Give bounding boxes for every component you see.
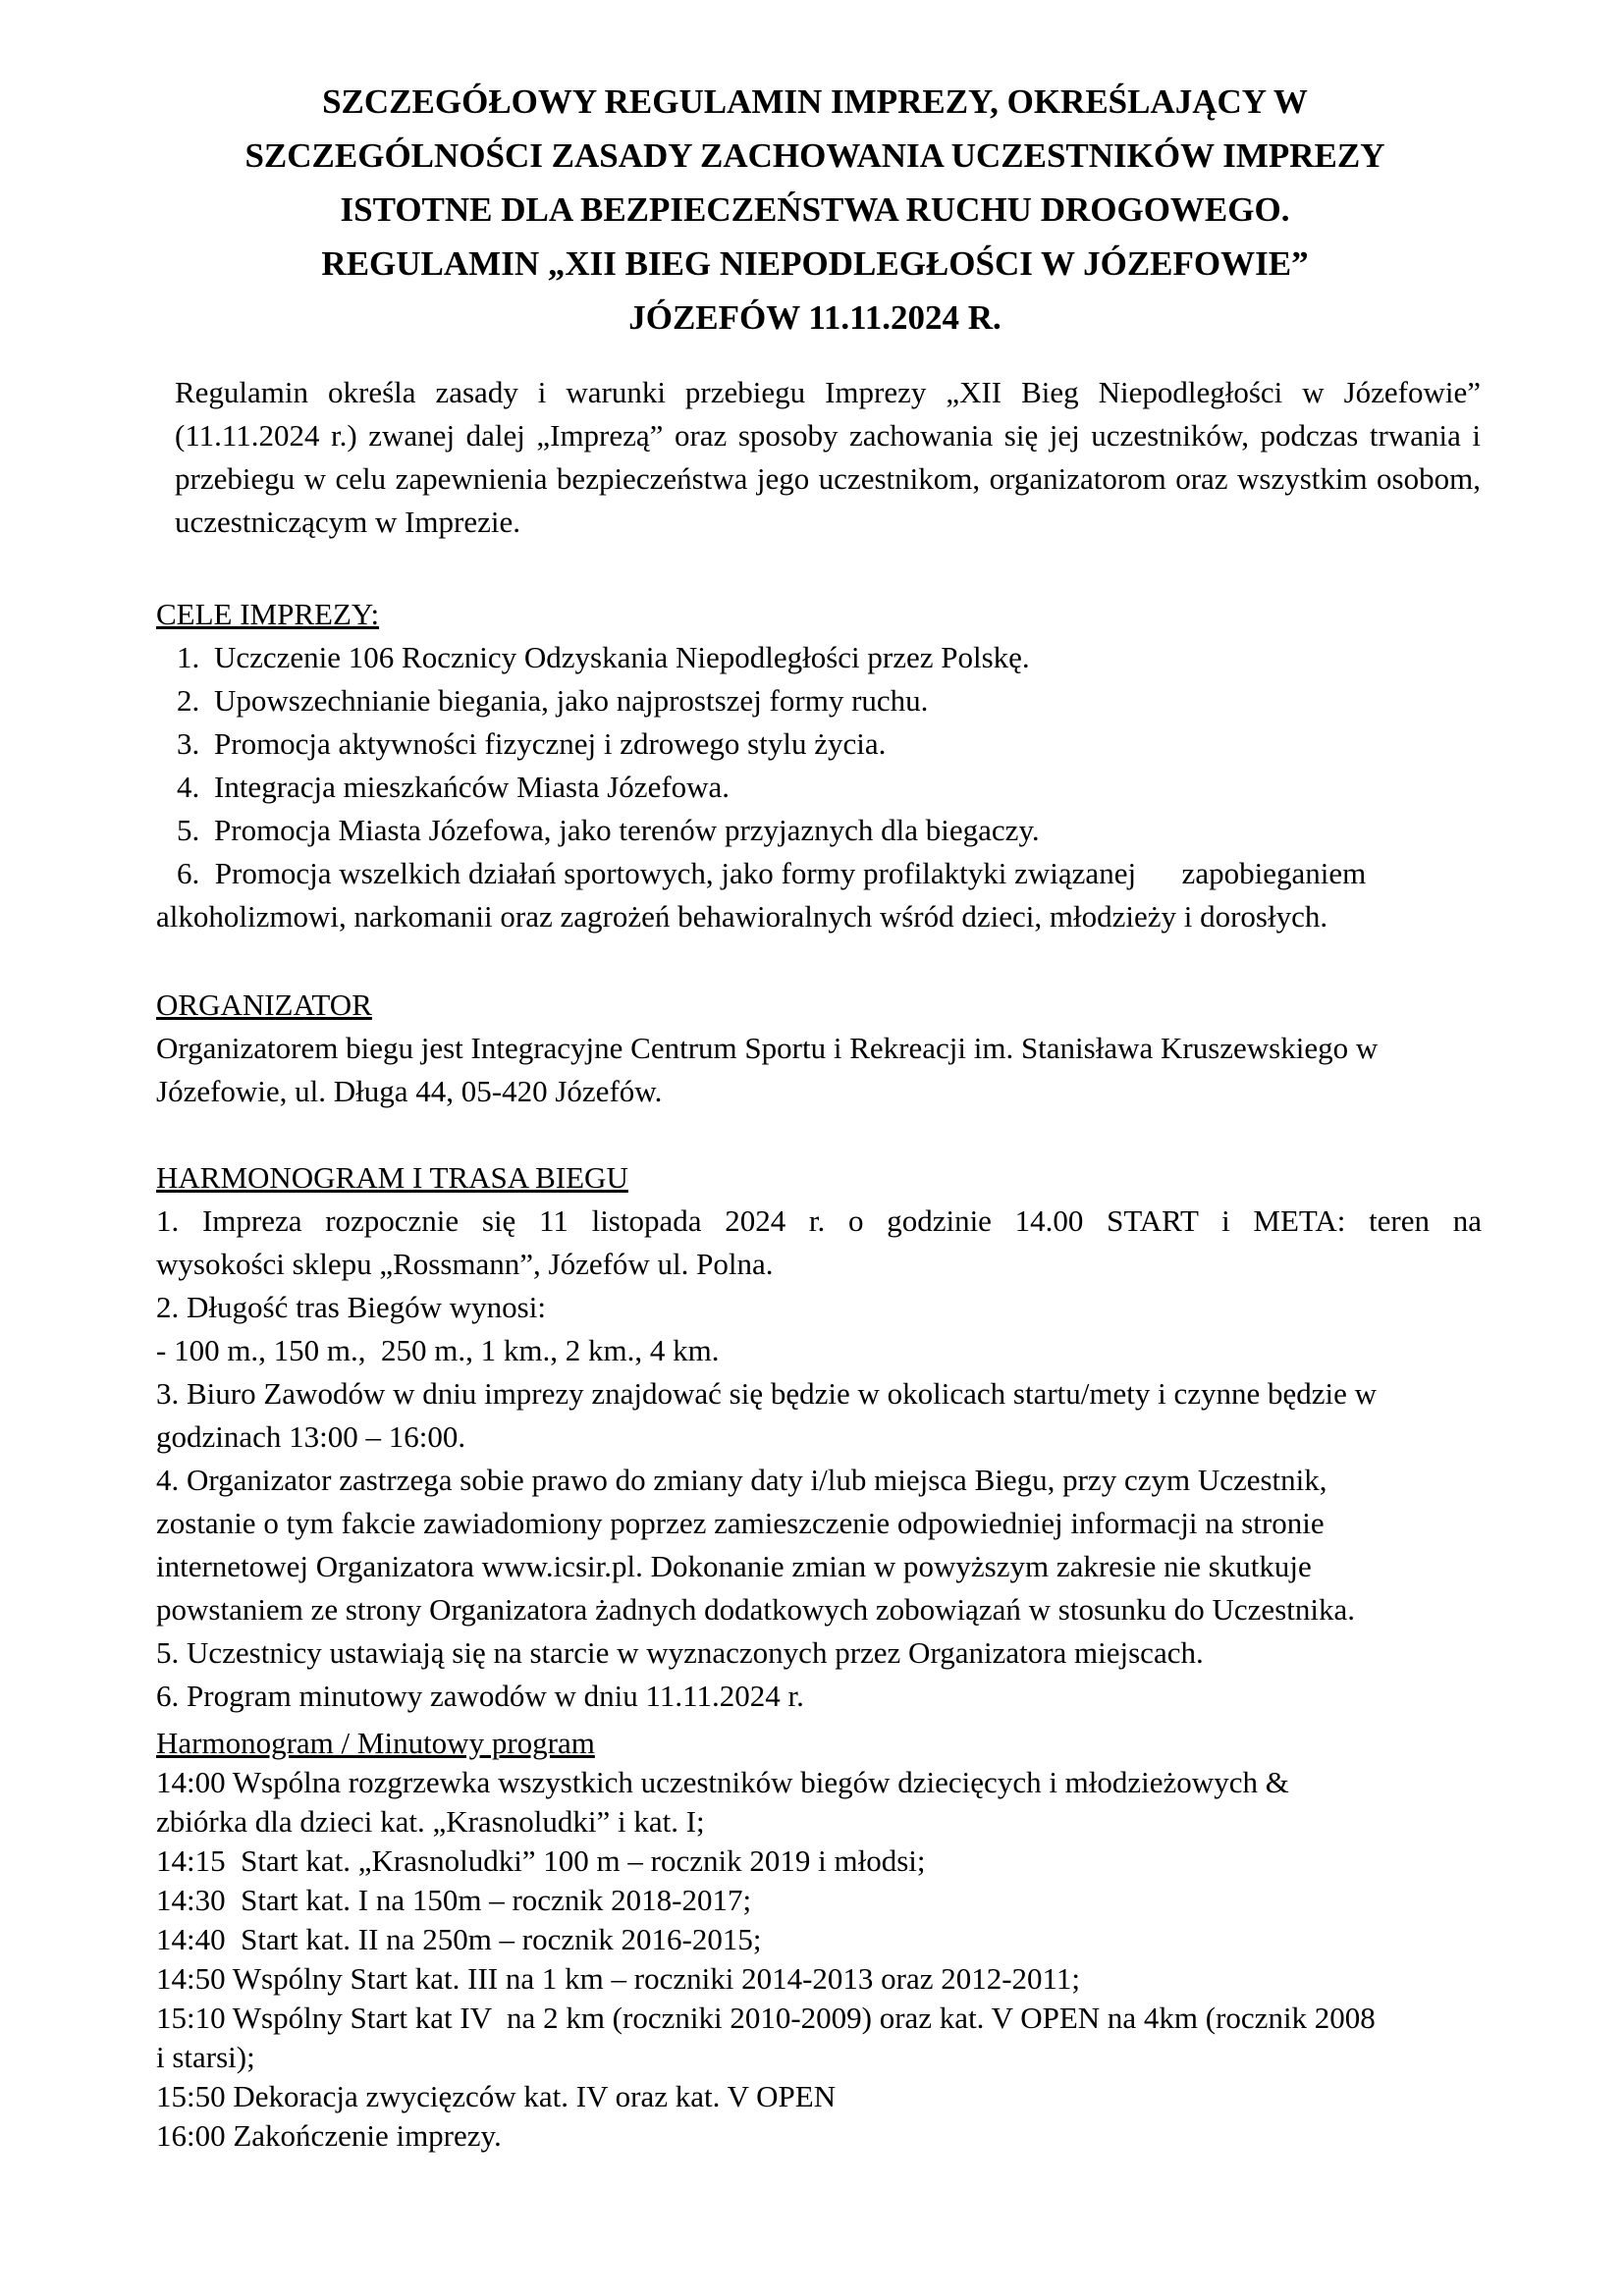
program-line: 14:30 Start kat. I na 150m – rocznik 2018-2017; — [156, 1883, 752, 1917]
harmonogram-p3-line-1: 3. Biuro Zawodów w dniu imprezy znajdować się będzie w okolicach startu/mety i czynne będzie w — [156, 1376, 1378, 1411]
program-line: 15:10 Wspólny Start kat IV na 2 km (roczniki 2010-2009) oraz kat. V OPEN na 4km (rocznik 2008 — [156, 2001, 1376, 2035]
program-line: 15:50 Dekoracja zwycięzców kat. IV oraz kat. V OPEN — [156, 2079, 837, 2113]
program-line: 14:50 Wspólny Start kat. III na 1 km – roczniki 2014-2013 oraz 2012-2011; — [156, 1961, 1081, 1996]
program-line: 14:40 Start kat. II na 250m – rocznik 2016-2015; — [156, 1922, 762, 1956]
list-item-6 — [156, 852, 1482, 938]
harmonogram-heading: HARMONOGRAM I TRASA BIEGU — [156, 1160, 628, 1195]
list-item-6-line-2: alkoholizmowi, narkomanii oraz zagrożeń behawioralnych wśród dzieci, młodzieży i dorosłych. — [156, 899, 1328, 934]
harmonogram-p1-line-1: 1. Impreza rozpocznie się 11 listopada 2024 r. o godzinie 14.00 START i META: teren na — [156, 1203, 1482, 1238]
program-heading: Harmonogram / Minutowy program — [156, 1726, 595, 1760]
organizator-line-1: Organizatorem biegu jest Integracyjne Centrum Sportu i Rekreacji im. Stanisława Kruszewskiego w — [156, 1031, 1379, 1065]
title-line-4: REGULAMIN „XII BIEG NIEPODLEGŁOŚCI W JÓZEFOWIE” — [321, 244, 1309, 283]
title-line-1: SZCZEGÓŁOWY REGULAMIN IMPREZY, OKREŚLAJĄCY W — [322, 82, 1308, 121]
harmonogram-p4-line-1: 4. Organizator zastrzega sobie prawo do zmiany daty i/lub miejsca Biegu, przy czym Uczestnik, — [156, 1463, 1327, 1497]
program-line: 16:00 Zakończenie imprezy. — [156, 2118, 502, 2153]
harmonogram-p4-line-2: zostanie o tym fakcie zawiadomiony poprzez zamieszczenie odpowiedniej informacji na stronie — [156, 1506, 1325, 1540]
list-item-number: 3. — [177, 726, 200, 761]
list-item-number: 2. — [177, 683, 200, 718]
program-line: zbiórka dla dzieci kat. „Krasnoludki” i kat. I; — [156, 1804, 705, 1839]
list-item-number: 1. — [177, 640, 200, 674]
list-item — [156, 766, 1482, 809]
cele-heading: CELE IMPREZY: — [156, 597, 380, 631]
list-item-text: Uczczenie 106 Rocznicy Odzyskania Niepodległości przez Polskę. — [214, 640, 1030, 674]
organizator-heading: ORGANIZATOR — [156, 988, 372, 1022]
program-line: 14:00 Wspólna rozgrzewka wszystkich uczestników biegów dziecięcych i młodzieżowych & — [156, 1765, 1289, 1799]
list-item — [156, 636, 1482, 679]
harmonogram-p2-line-1: 2. Długość tras Biegów wynosi: — [156, 1290, 546, 1324]
harmonogram-p4-line-3: internetowej Organizatora www.icsir.pl. Dokonanie zmian w powyższym zakresie nie skutkuje — [156, 1549, 1312, 1583]
list-item — [156, 722, 1482, 766]
list-item-text: Upowszechnianie biegania, jako najprostszej formy ruchu. — [214, 683, 929, 718]
program-section — [156, 1724, 1482, 2156]
list-item-number: 4. — [177, 770, 200, 804]
harmonogram-p6: 6. Program minutowy zawodów w dniu 11.11.2024 r. — [156, 1679, 804, 1713]
harmonogram-p1-line-2: wysokości sklepu „Rossmann”, Józefów ul. Polna. — [156, 1247, 774, 1281]
title-line-2: SZCZEGÓLNOŚCI ZASADY ZACHOWANIA UCZESTNIKÓW IMPREZY — [244, 136, 1385, 175]
harmonogram-p2-line-2: - 100 m., 150 m., 250 m., 1 km., 2 km., 4 km. — [156, 1333, 720, 1367]
harmonogram-p3-line-2: godzinach 13:00 – 16:00. — [156, 1419, 466, 1454]
list-item-text: Promocja Miasta Józefowa, jako terenów przyjaznych dla biegaczy. — [214, 813, 1040, 847]
organizator-line-2: Józefowie, ul. Długa 44, 05-420 Józefów. — [156, 1074, 663, 1108]
intro-paragraph: Regulamin określa zasady i warunki przebiegu Imprezy „XII Bieg Niepodległości w Józefowie” (11.11.2024 r.) zwanej dalej „Imprezą” oraz sposoby zachowania się jej uczestników, podczas trwania i przebiegu w celu zapewnienia bezpieczeństwa jego uczestnikom, organizatorom oraz wszystkim osobom, uczestniczącym w Imprezie. — [175, 375, 1481, 539]
program-line: i starsi); — [156, 2040, 255, 2074]
list-item — [156, 679, 1482, 722]
list-item-text: Promocja aktywności fizycznej i zdrowego stylu życia. — [214, 726, 887, 761]
title-line-3: ISTOTNE DLA BEZPIECZEŃSTWA RUCHU DROGOWEGO. — [340, 190, 1290, 229]
harmonogram-p5: 5. Uczestnicy ustawiają się na starcie w wyznaczonych przez Organizatora miejscach. — [156, 1635, 1204, 1670]
organizator-section — [156, 984, 1482, 1113]
harmonogram-p4-line-4: powstaniem ze strony Organizatora żadnych dodatkowych zobowiązań w stosunku do Uczestnika. — [156, 1592, 1355, 1627]
cele-section — [156, 593, 1482, 938]
title-line-5: JÓZEFÓW 11.11.2024 R. — [628, 298, 1001, 337]
list-item — [156, 809, 1482, 852]
list-item-number: 5. — [177, 813, 200, 847]
list-item-text: Integracja mieszkańców Miasta Józefowa. — [214, 770, 731, 804]
cele-list — [156, 636, 1482, 852]
document-title — [147, 75, 1483, 345]
list-item-6-line-1: 6. Promocja wszelkich działań sportowych, jako formy profilaktyki związanej zapobieganiem — [177, 856, 1367, 890]
program-line: 14:15 Start kat. „Krasnoludki” 100 m – rocznik 2019 i młodsi; — [156, 1843, 926, 1878]
harmonogram-section — [156, 1156, 1482, 1718]
